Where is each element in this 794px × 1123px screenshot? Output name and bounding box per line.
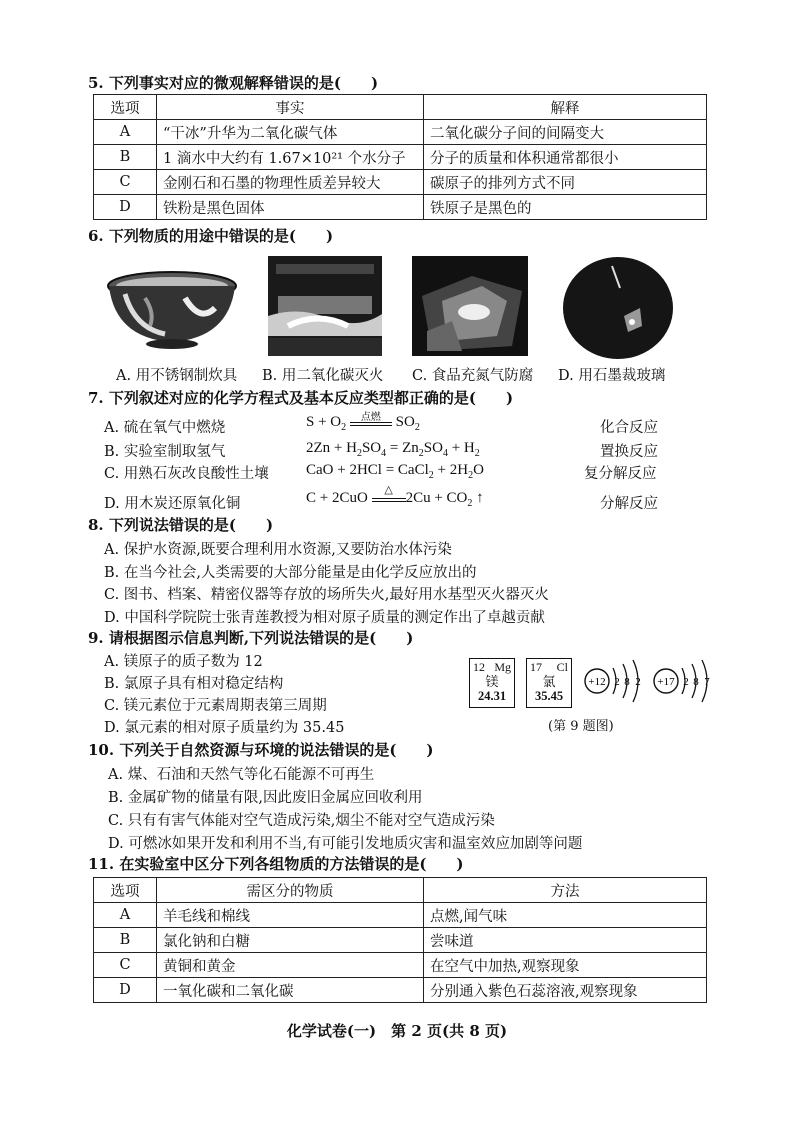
table-cell: 黄铜和黄金 [157, 953, 424, 978]
stainless-bowl-photo-icon [105, 268, 240, 354]
shell-electrons: 8 [624, 676, 630, 688]
table-row [94, 145, 707, 170]
question-11-table [93, 877, 707, 1003]
table-row [94, 978, 707, 1003]
option-10c: C. 只有有害气体能对空气造成污染,烟尘不能对空气造成污染 [108, 813, 495, 829]
reaction-condition: △ [384, 484, 393, 496]
table-header: 事实 [157, 95, 424, 120]
element-card-cl [526, 658, 572, 708]
atomic-mass: 35.45 [534, 689, 564, 703]
option-10a: A. 煤、石油和天然气等化石能源不可再生 [108, 767, 375, 783]
equation-7c: CaO + 2HCl = CaCl$_2$ + $2H_2O$ [306, 462, 484, 481]
glass-cutting-photo-icon [562, 256, 674, 364]
table-cell: 在空气中加热,观察现象 [424, 953, 707, 978]
element-card-mg [469, 658, 515, 708]
page-footer: 化学试卷(一) 第 2 页(共 8 页) [286, 1022, 508, 1040]
element-name: 镁 [485, 674, 499, 689]
atomic-number: 17 [530, 660, 542, 674]
reaction-condition: 点燃 [360, 412, 381, 423]
option-6c-label: C. 食品充氮气防腐 [412, 368, 534, 384]
question-5-table [93, 94, 707, 220]
option-7b-desc: B. 实验室制取氢气 [104, 444, 226, 460]
table-cell: 一氧化碳和二氧化碳 [157, 978, 424, 1003]
question-5-stem: 5. 下列事实对应的微观解释错误的是( ) [88, 74, 379, 92]
equation-7b: $2Zn + H_2SO_4 = Zn_2SO_4 + H_2$ [306, 440, 480, 459]
table-cell: 氯化钠和白糖 [157, 928, 424, 953]
element-symbol: Mg [494, 660, 511, 674]
equation-7d: C + 2CuO △ $2Cu + CO_2$ ↑ [306, 484, 484, 509]
table-header: 方法 [424, 878, 707, 903]
shell-electrons: 2 [683, 676, 689, 688]
shell-electrons: 8 [693, 676, 699, 688]
option-10b: B. 金属矿物的储量有限,因此废旧金属应回收利用 [108, 790, 423, 806]
table-row [94, 120, 707, 145]
shell-electrons: 2 [635, 676, 641, 688]
table-cell: 点燃,闻气味 [424, 903, 707, 928]
table-cell: 铁原子是黑色的 [424, 195, 707, 220]
option-10d: D. 可燃冰如果开发和利用不当,有可能引发地质灾害和温室效应加剧等问题 [108, 836, 583, 852]
option-8b: B. 在当今社会,人类需要的大部分能量是由化学反应放出的 [104, 565, 477, 581]
question-7-stem: 7. 下列叙述对应的化学方程式及基本反应类型都正确的是( ) [88, 389, 514, 407]
table-cell: B [94, 928, 157, 953]
option-7a-type: 化合反应 [600, 420, 658, 436]
option-7c-desc: C. 用熟石灰改良酸性土壤 [104, 466, 269, 482]
table-cell: C [94, 953, 157, 978]
table-cell: D [94, 195, 157, 220]
option-7a-desc: A. 硫在氧气中燃烧 [104, 420, 226, 436]
table-row [94, 170, 707, 195]
table-cell: 金刚石和石墨的物理性质差异较大 [157, 170, 424, 195]
atomic-mass: 24.31 [477, 689, 507, 703]
table-cell: 铁粉是黑色固体 [157, 195, 424, 220]
option-8c: C. 图书、档案、精密仪器等存放的场所失火,最好用水基型灭火器灭火 [104, 587, 549, 603]
table-cell: 1 滴水中大约有 1.67×10²¹ 个水分子 [157, 145, 424, 170]
table-header: 需区分的物质 [157, 878, 424, 903]
question-8-stem: 8. 下列说法错误的是( ) [88, 516, 274, 534]
table-cell: A [94, 120, 157, 145]
fire-extinguishing-photo-icon [268, 256, 382, 360]
cl-atom-structure-diagram [652, 656, 718, 710]
option-9b: B. 氯原子具有相对稳定结构 [104, 676, 284, 692]
mg-atom-structure-diagram [583, 656, 649, 710]
table-row [94, 953, 707, 978]
question-11-stem: 11. 在实验室中区分下列各组物质的方法错误的是( ) [88, 855, 464, 873]
shell-electrons: 7 [704, 676, 710, 688]
option-7d-desc: D. 用木炭还原氧化铜 [104, 496, 241, 512]
option-9c: C. 镁元素位于元素周期表第三周期 [104, 698, 327, 714]
table-cell: 羊毛线和棉线 [157, 903, 424, 928]
table-row [94, 903, 707, 928]
table-cell: “干冰”升华为二氧化碳气体 [157, 120, 424, 145]
table-cell: D [94, 978, 157, 1003]
figure-caption: (第 9 题图) [548, 719, 614, 734]
table-cell: 分子的质量和体积通常都很小 [424, 145, 707, 170]
equation-7a: $S + O_2$ 点燃 $SO_2$ [306, 414, 420, 433]
option-9a: A. 镁原子的质子数为 12 [104, 654, 263, 670]
element-name: 氯 [542, 674, 556, 689]
table-cell: B [94, 145, 157, 170]
table-row [94, 195, 707, 220]
question-10-stem: 10. 下列关于自然资源与环境的说法错误的是( ) [88, 741, 434, 759]
element-symbol: Cl [556, 660, 568, 674]
question-6-stem: 6. 下列物质的用途中错误的是( ) [88, 227, 334, 245]
table-cell: 碳原子的排列方式不同 [424, 170, 707, 195]
table-header: 解释 [424, 95, 707, 120]
shell-electrons: 2 [614, 676, 620, 688]
nucleus-charge: +12 [588, 676, 606, 688]
table-cell: A [94, 903, 157, 928]
option-7d-type: 分解反应 [600, 496, 658, 512]
atomic-number: 12 [473, 660, 485, 674]
option-7c-type: 复分解反应 [584, 466, 657, 482]
option-8a: A. 保护水资源,既要合理利用水资源,又要防治水体污染 [104, 542, 452, 558]
food-package-photo-icon [412, 256, 528, 360]
option-6a-label: A. 用不锈钢制炊具 [116, 368, 238, 384]
option-9d: D. 氯元素的相对原子质量约为 35.45 [104, 720, 345, 736]
table-cell: 二氧化碳分子间的间隔变大 [424, 120, 707, 145]
nucleus-charge: +17 [657, 676, 675, 688]
question-9-stem: 9. 请根据图示信息判断,下列说法错误的是( ) [88, 629, 414, 647]
option-6d-label: D. 用石墨裁玻璃 [558, 368, 666, 384]
table-cell: C [94, 170, 157, 195]
table-header: 选项 [94, 878, 157, 903]
option-7b-type: 置换反应 [600, 444, 658, 460]
table-header: 选项 [94, 95, 157, 120]
table-cell: 尝味道 [424, 928, 707, 953]
option-8d: D. 中国科学院院士张青莲教授为相对原子质量的测定作出了卓越贡献 [104, 610, 545, 626]
option-6b-label: B. 用二氧化碳灭火 [262, 368, 384, 384]
table-cell: 分别通入紫色石蕊溶液,观察现象 [424, 978, 707, 1003]
table-row [94, 928, 707, 953]
